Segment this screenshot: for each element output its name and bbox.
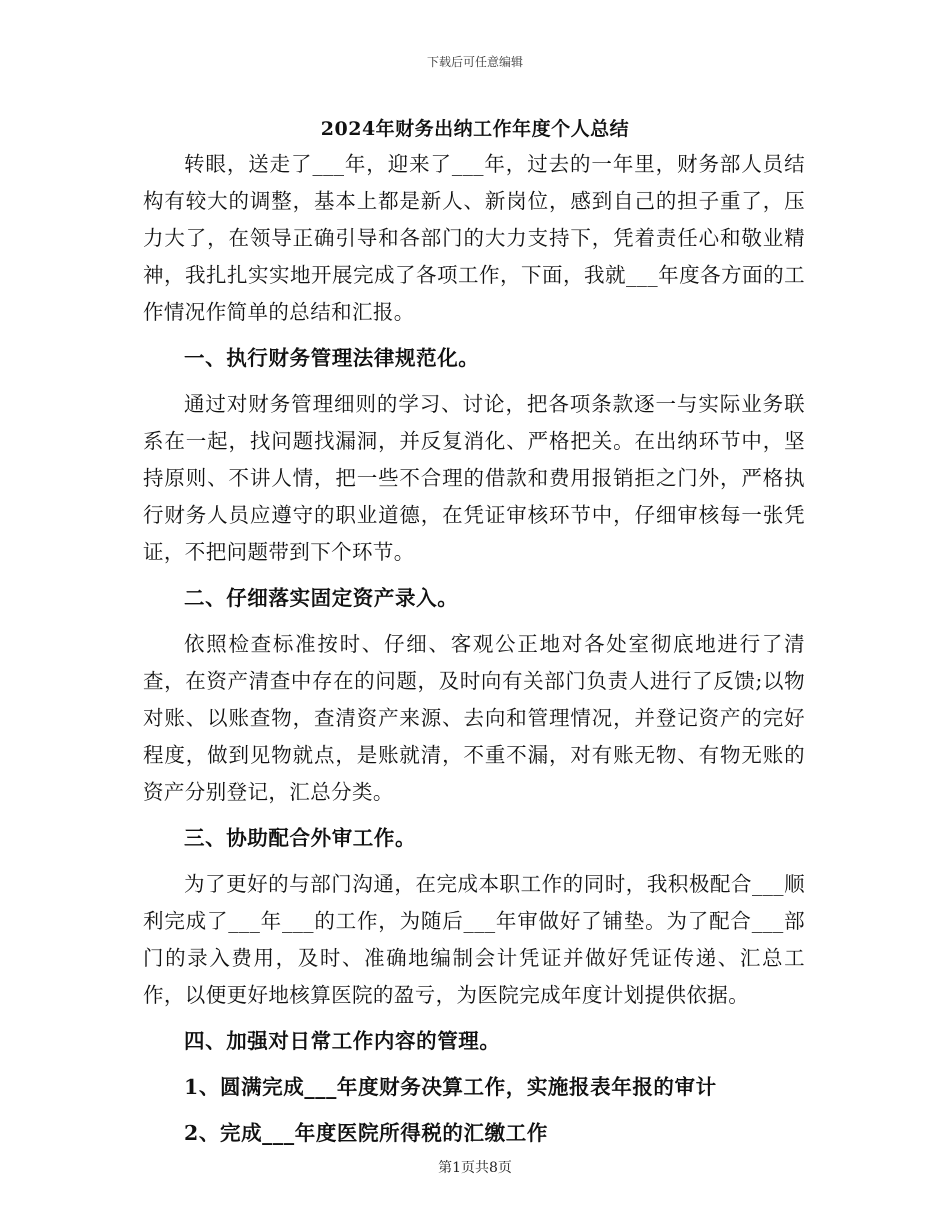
document-title: 2024年财务出纳工作年度个人总结 [320,118,630,140]
header-note: 下载后可任意编辑 [426,55,523,69]
section-heading-2: 二、仔细落实固定资产录入。 [184,586,459,610]
section-heading-3: 三、协助配合外审工作。 [184,826,417,850]
paragraph-section-3: 为了更好的与部门沟通，在完成本职工作的同时，我积极配合___顺利完成了___年___的工作，为随后___年审做好了铺垫。为了配合___部门的录入费用，及时、准确地编制会计凭证并做好凭证传递、汇总工作，以便更好地核算医院的盈亏，为医院完成年度计划提供依据。 [143,872,805,1007]
list-item-2: 2、完成___年度医院所得税的汇缴工作 [184,1121,548,1145]
paragraph-intro: 转眼，送走了___年，迎来了___年，过去的一年里，财务部人员结构有较大的调整，基本上都是新人、新岗位，感到自己的担子重了，压力大了，在领导正确引导和各部门的大力支持下，凭着责任心和敬业精神，我扎扎实实地开展完成了各项工作，下面，我就___年度各方面的工作情况作简单的总结和汇报。 [143,152,805,324]
paragraph-section-1: 通过对财务管理细则的学习、讨论，把各项条款逐一与实际业务联系在一起，找问题找漏洞，并反复消化、严格把关。在出纳环节中，坚持原则、不讲人情，把一些不合理的借款和费用报销拒之门外，严格执行财务人员应遵守的职业道德，在凭证审核环节中，仔细审核每一张凭证，不把问题带到下个环节。 [143,392,805,564]
page-number: 第1页共8页 [438,1160,512,1176]
document-body [143,146,805,1161]
list-item-1: 1、圆满完成___年度财务决算工作，实施报表年报的审计 [184,1075,717,1099]
section-heading-4: 四、加强对日常工作内容的管理。 [184,1029,501,1053]
section-heading-1: 一、执行财务管理法律规范化。 [184,346,480,370]
paragraph-section-2: 依照检查标准按时、仔细、客观公正地对各处室彻底地进行了清查，在资产清查中存在的问题，及时向有关部门负责人进行了反馈;以物对账、以账查物，查清资产来源、去向和管理情况，并登记资产的完好程度，做到见物就点，是账就清，不重不漏，对有账无物、有物无账的资产分别登记，汇总分类。 [143,632,805,804]
